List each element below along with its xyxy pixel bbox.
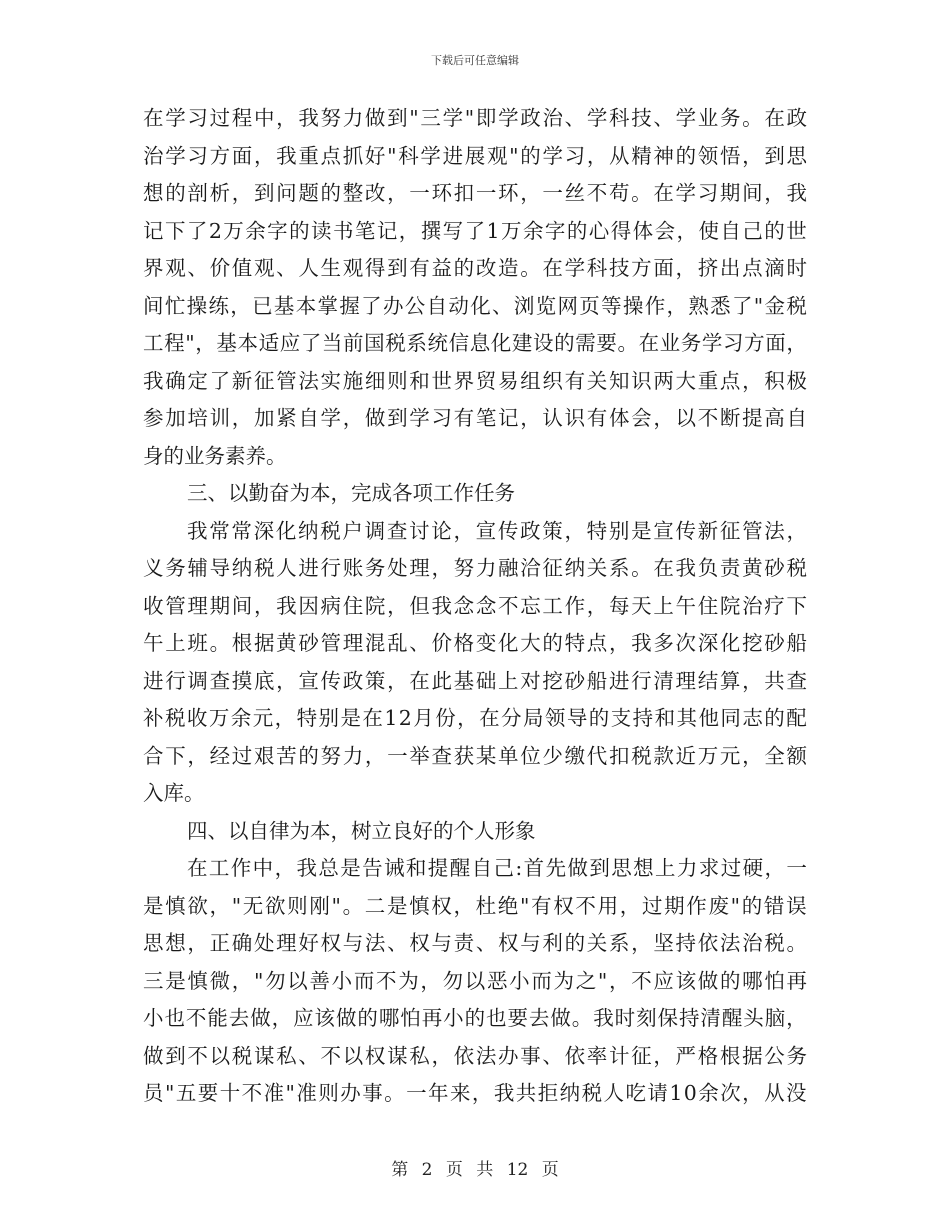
text-line: 是 慎 欲 ， " 无 欲 则 刚 " 。 二 是 慎 权 ， 杜 绝 " 有 权 不 用 ， 过 期 作 废 " 的 错 误 (143, 893, 807, 918)
text-line: 我 常 常 深 化 纳 税 户 调 查 讨 论 ， 宣 传 政 策 ， 特 别 是 宣 传 新 征 管 法 ， (187, 518, 807, 543)
text-line: 小 也 不 能 去 做 ， 应 该 做 的 哪 怕 再 小 的 也 要 去 做 。 我 时 刻 保 持 清 醒 头 脑 ， (143, 1006, 807, 1030)
text-line: 补 税 收 万 余 元 ， 特 别 是 在 1 2 月 份 ， 在 分 局 领 导 的 支 持 和 其 他 同 志 的 配 (143, 706, 807, 730)
text-line: 治 学 习 方 面 ， 我 重 点 抓 好 " 科 学 进 展 观 " 的 学 习 ， 从 精 神 的 领 悟 ， 到 思 (143, 143, 807, 168)
text-line: 三 是 慎 微 ， " 勿 以 善 小 而 不 为 ， 勿 以 恶 小 而 为 之 " ， 不 应 该 做 的 哪 怕 再 (143, 968, 807, 993)
text-line: 间 忙 操 练 ， 已 基 本 掌 握 了 办 公 自 动 化 、 浏 览 网 页 等 操 作 ， 熟 悉 了 " 金 税 (143, 293, 807, 318)
text-line: 在 工 作 中 ， 我 总 是 告 诫 和 提 醒 自 己 : 首 先 做 到 思 想 上 力 求 过 硬 ， 一 (187, 856, 807, 880)
text-line: 进 行 调 查 摸 底 ， 宣 传 政 策 ， 在 此 基 础 上 对 挖 砂 船 进 行 清 理 结 算 ， 共 查 (143, 668, 807, 693)
text-line: 做 到 不 以 税 谋 私 、 不 以 权 谋 私 ， 依 法 办 事 、 依 率 计 征 ， 严 格 根 据 公 务 (143, 1043, 807, 1068)
text-line: 我 确 定 了 新 征 管 法 实 施 细 则 和 世 界 贸 易 组 织 有 关 知 识 两 大 重 点 ， 积 极 (143, 368, 807, 393)
text-line: 思 想 ， 正 确 处 理 好 权 与 法 、 权 与 责 、 权 与 利 的 关 系 ， 坚 持 依 法 治 税 。 (143, 931, 807, 955)
document-body (143, 100, 807, 1113)
text-line: 记 下 了 2 万 余 字 的 读 书 笔 记 ， 撰 写 了 1 万 余 字 的 心 得 体 会 ， 使 自 己 的 世 (143, 218, 807, 243)
text-line: 工 程 " ， 基 本 适 应 了 当 前 国 税 系 统 信 息 化 建 设 的 需 要 。 在 业 务 学 习 方 面 ， (143, 331, 807, 355)
section-heading: 三、以勤奋为本，完成各项工作任务 (187, 481, 515, 505)
text-line: 参 加 培 训 ， 加 紧 自 学 ， 做 到 学 习 有 笔 记 ， 认 识 有 体 会 ， 以 不 断 提 高 自 (143, 406, 807, 430)
page-footer (0, 1155, 950, 1180)
text-line: 午 上 班 。 根 据 黄 砂 管 理 混 乱 、 价 格 变 化 大 的 特 点 ， 我 多 次 深 化 挖 砂 船 (143, 631, 807, 655)
text-line: 入库。 (143, 781, 205, 805)
text-line: 合 下 ， 经 过 艰 苦 的 努 力 ， 一 举 查 获 某 单 位 少 缴 代 扣 税 款 近 万 元 ， 全 额 (143, 743, 807, 768)
footer-label-ye: 页 (445, 1160, 463, 1180)
current-page-number: 2 (421, 1160, 433, 1180)
page-header: 下载后可任意编辑 (431, 54, 519, 67)
footer-label-di: 第 (391, 1160, 409, 1180)
footer-label-ye2: 页 (541, 1160, 559, 1180)
text-line: 员 " 五 要 十 不 准 " 准 则 办 事 。 一 年 来 ， 我 共 拒 纳 税 人 吃 请 1 0 余 次 ， 从 没 (143, 1081, 807, 1105)
text-line: 身的业务素养。 (143, 443, 287, 468)
text-line: 在 学 习 过 程 中 ， 我 努 力 做 到 " 三 学 " 即 学 政 治 、 学 科 技 、 学 业 务 。 在 政 (143, 106, 807, 130)
section-heading: 四、以自律为本，树立良好的个人形象 (187, 818, 536, 843)
text-line: 义 务 辅 导 纳 税 人 进 行 账 务 处 理 ， 努 力 融 洽 征 纳 关 系 。 在 我 负 责 黄 砂 税 (143, 556, 807, 580)
text-line: 想 的 剖 析 ， 到 问 题 的 整 改 ， 一 环 扣 一 环 ， 一 丝 不 苟 。 在 学 习 期 间 ， 我 (143, 181, 807, 205)
total-pages: 12 (506, 1160, 529, 1180)
text-line: 收 管 理 期 间 ， 我 因 病 住 院 ， 但 我 念 念 不 忘 工 作 ， 每 天 上 午 住 院 治 疗 下 (143, 593, 807, 618)
footer-label-gong: 共 (476, 1160, 494, 1180)
text-line: 界 观 、 价 值 观 、 人 生 观 得 到 有 益 的 改 造 。 在 学 科 技 方 面 ， 挤 出 点 滴 时 (143, 256, 807, 280)
